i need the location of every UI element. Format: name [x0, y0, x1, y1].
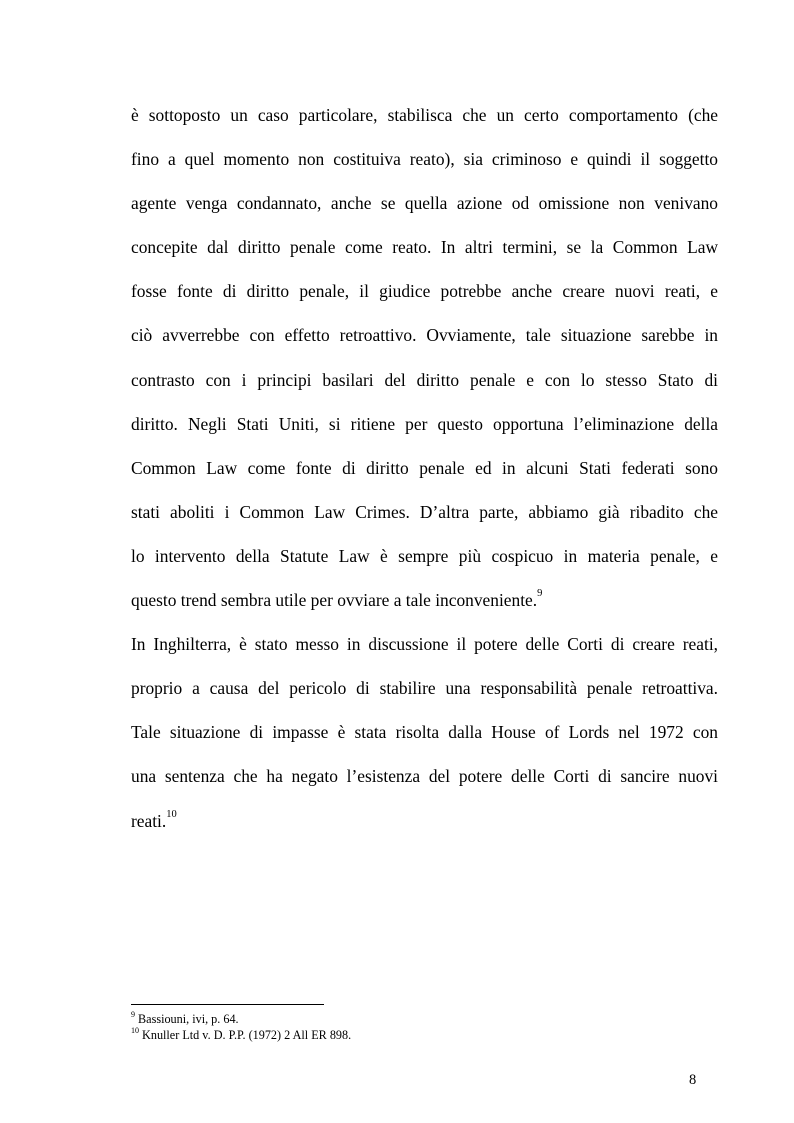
body-text: [131, 93, 718, 843]
text-line: agente venga condannato, anche se quella azione od omissione non venivano: [131, 193, 718, 214]
page-number: 8: [689, 1072, 697, 1088]
text-line: lo intervento della Statute Law è sempre più cospicuo in materia penale, e: [131, 545, 718, 566]
text-line: fino a quel momento non costituiva reato), sia criminoso e quindi il soggetto: [131, 149, 718, 170]
footnote: [131, 1027, 718, 1043]
footnote: [131, 1011, 718, 1027]
footnote-number: 10: [131, 1025, 139, 1035]
text-line: [131, 578, 718, 622]
text-line: una sentenza che ha negato l’esistenza del potere delle Corti di sancire nuovi: [131, 766, 718, 787]
footnote-text: Knuller Ltd v. D. P.P. (1972) 2 All ER 898.: [142, 1028, 352, 1042]
text-line: In Inghilterra, è stato messo in discussione il potere delle Corti di creare reati,: [131, 634, 718, 655]
footnote-text: Bassiouni, ivi, p. 64.: [138, 1012, 239, 1026]
text-line: Common Law come fonte di diritto penale ed in alcuni Stati federati sono: [131, 457, 718, 478]
text-line: diritto. Negli Stati Uniti, si ritiene per questo opportuna l’eliminazione della: [131, 413, 718, 434]
text-line: Tale situazione di impasse è stata risolta dalla House of Lords nel 1972 con: [131, 722, 718, 743]
footnote-number: 9: [131, 1009, 135, 1019]
text-line: concepite dal diritto penale come reato. In altri termini, se la Common Law: [131, 237, 718, 258]
text-line: contrasto con i principi basilari del diritto penale e con lo stesso Stato di: [131, 369, 718, 390]
text-line: è sottoposto un caso particolare, stabilisca che un certo comportamento (che: [131, 105, 718, 125]
footnote-separator: [131, 1004, 324, 1005]
text-line: [131, 799, 718, 843]
text-line: proprio a causa del pericolo di stabilire una responsabilità penale retroattiva.: [131, 678, 718, 699]
footnote-reference[interactable]: 9: [537, 588, 543, 600]
text-line: fosse fonte di diritto penale, il giudice potrebbe anche creare nuovi reati, e: [131, 281, 718, 302]
footnote-reference[interactable]: 10: [166, 808, 177, 820]
text-line-content: questo trend sembra utile per ovviare a tale inconveniente.: [131, 590, 538, 611]
footnotes: [131, 1011, 718, 1043]
text-line: stati aboliti i Common Law Crimes. D’altra parte, abbiamo già ribadito che: [131, 501, 718, 522]
text-line: ciò avverrebbe con effetto retroattivo. Ovviamente, tale situazione sarebbe in: [131, 325, 718, 346]
text-line-content: reati.: [131, 810, 167, 831]
